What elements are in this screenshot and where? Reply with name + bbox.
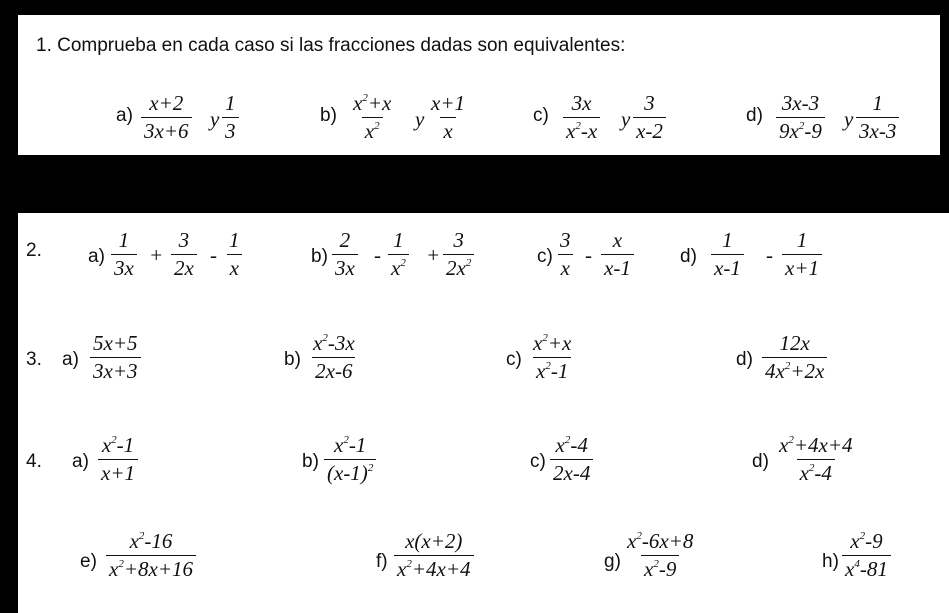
denominator: $2x^2$: [443, 254, 474, 279]
operator: -: [766, 243, 773, 267]
item-3a-label: a): [62, 349, 79, 370]
denominator: x: [227, 254, 242, 279]
item-2a-label: a): [88, 246, 105, 267]
fraction-1a-left: [141, 93, 192, 142]
numerator: $x^2-16$: [129, 529, 173, 553]
exercises-2-4-panel: [18, 213, 949, 613]
denominator: x-1: [601, 254, 634, 279]
numerator: 1: [118, 228, 130, 252]
operator: -: [585, 243, 592, 267]
fraction-2b-1: [332, 230, 358, 279]
exercise-2-number: 2.: [26, 240, 42, 261]
numerator: $x^2-6x+8$: [627, 529, 694, 553]
item-1c-label: c): [533, 105, 549, 126]
denominator: $(x-1)^2$: [324, 459, 376, 484]
denominator: x: [558, 254, 573, 279]
item-4g-label: g): [604, 551, 621, 572]
fraction-2c-1: [557, 230, 574, 279]
fraction-4e: [106, 531, 196, 580]
numerator: $x^2-1$: [333, 433, 367, 457]
item-4b-label: b): [302, 451, 319, 472]
numerator: 1: [393, 228, 404, 252]
numerator: x: [612, 228, 623, 252]
numerator: 3: [453, 228, 464, 252]
fraction-2b-3: [443, 230, 474, 279]
numerator: 3: [560, 228, 571, 252]
numerator: 1: [872, 91, 883, 115]
numerator: x+2: [149, 91, 184, 115]
item-4f-label: f): [376, 551, 388, 572]
numerator: 1: [229, 228, 240, 252]
numerator: $x^2+4x+4$: [779, 433, 853, 457]
denominator: x: [440, 117, 455, 142]
denominator: 3x-3: [856, 117, 899, 142]
fraction-1b-left: [350, 93, 394, 142]
denominator: 2x-4: [550, 459, 593, 484]
item-2b-label: b): [311, 246, 328, 267]
numerator: x(x+2): [405, 529, 463, 553]
exercise-3-number: 3.: [26, 349, 42, 370]
exercise-4-number: 4.: [26, 451, 42, 472]
fraction-1d-right: [856, 93, 899, 142]
item-2c-label: c): [537, 246, 553, 267]
denominator: $x^2+8x+16$: [106, 555, 196, 580]
item-4e-label: e): [80, 551, 97, 572]
denominator: 3x+3: [90, 357, 141, 382]
item-4h-label: h): [822, 551, 839, 572]
item-3c-label: c): [506, 349, 522, 370]
item-3d-label: d): [736, 349, 753, 370]
item-1b-label: b): [320, 105, 337, 126]
numerator: 2: [339, 228, 351, 252]
item-1d-label: d): [746, 105, 763, 126]
operator: +: [149, 243, 164, 267]
denominator: $9x^2-9$: [776, 117, 825, 142]
denominator: x-2: [633, 117, 666, 142]
fraction-2a-1: [111, 230, 137, 279]
denominator: 2x: [171, 254, 197, 279]
denominator: $x^2-x$: [563, 117, 600, 142]
exercise-1-title: 1. Comprueba en cada caso si las fracciones dadas son equivalentes:: [36, 35, 626, 56]
fraction-1c-right: [633, 93, 666, 142]
fraction-3c: [530, 333, 574, 382]
denominator: $x^2-9$: [641, 555, 679, 580]
denominator: 3x: [332, 254, 358, 279]
fraction-2a-2: [171, 230, 197, 279]
item-1a-label: a): [116, 105, 133, 126]
item-4a-label: a): [72, 451, 89, 472]
conjunction-y: y: [621, 107, 631, 131]
fraction-3a: [90, 333, 141, 382]
fraction-2d-1: [711, 230, 744, 279]
conjunction-y: y: [415, 107, 425, 131]
fraction-4b: [324, 435, 376, 484]
operator: -: [210, 243, 217, 267]
denominator: 3x: [111, 254, 137, 279]
exercise-1-panel: [18, 15, 940, 155]
numerator: 3x-3: [781, 91, 820, 115]
operator: -: [374, 243, 381, 267]
fraction-1d-left: [776, 93, 825, 142]
fraction-4f: [394, 531, 474, 580]
numerator: 3x: [571, 91, 592, 115]
fraction-3d: [762, 333, 827, 382]
fraction-4c: [550, 435, 593, 484]
denominator: x-1: [711, 254, 744, 279]
fraction-1c-left: [563, 93, 600, 142]
denominator: $x^2$: [388, 254, 409, 279]
denominator: x+1: [98, 459, 138, 484]
item-3b-label: b): [284, 349, 301, 370]
numerator: 12x: [779, 331, 810, 355]
numerator: $x^2-9$: [850, 529, 883, 553]
fraction-2d-2: [782, 230, 822, 279]
denominator: 3: [222, 117, 239, 142]
denominator: $x^2-1$: [533, 357, 571, 382]
fraction-4d: [776, 435, 856, 484]
fraction-1a-right: [222, 93, 239, 142]
fraction-2c-2: [601, 230, 634, 279]
denominator: 3x+6: [141, 117, 192, 142]
numerator: 3: [178, 228, 190, 252]
conjunction-y: y: [210, 107, 220, 131]
numerator: $x^2+x$: [533, 331, 572, 355]
numerator: 1: [796, 228, 808, 252]
denominator: $4x^2+2x$: [762, 357, 827, 382]
denominator: $x^4-81$: [842, 555, 891, 580]
fraction-3b: [310, 333, 358, 382]
operator: +: [426, 243, 441, 267]
fraction-4h: [842, 531, 891, 580]
numerator: $x^2-4$: [555, 433, 588, 457]
denominator: $x^2+4x+4$: [394, 555, 474, 580]
denominator: x+1: [782, 254, 822, 279]
numerator: 3: [644, 91, 655, 115]
numerator: $x^2-1$: [101, 433, 135, 457]
numerator: 5x+5: [93, 331, 138, 355]
fraction-4a: [98, 435, 138, 484]
numerator: 1: [225, 91, 236, 115]
item-4c-label: c): [530, 451, 546, 472]
conjunction-y: y: [844, 107, 854, 131]
item-2d-label: d): [680, 246, 697, 267]
denominator: $x^2$: [362, 117, 383, 142]
denominator: $x^2-4$: [797, 459, 835, 484]
item-4d-label: d): [752, 451, 769, 472]
fraction-4g: [624, 531, 696, 580]
denominator: 2x-6: [312, 357, 355, 382]
numerator: $x^2-3x$: [313, 331, 355, 355]
fraction-1b-right: [428, 93, 468, 142]
fraction-2b-2: [388, 230, 409, 279]
fraction-2a-3: [226, 230, 243, 279]
numerator: x+1: [431, 91, 465, 115]
numerator: 1: [722, 228, 733, 252]
numerator: $x^2+x$: [353, 91, 392, 115]
